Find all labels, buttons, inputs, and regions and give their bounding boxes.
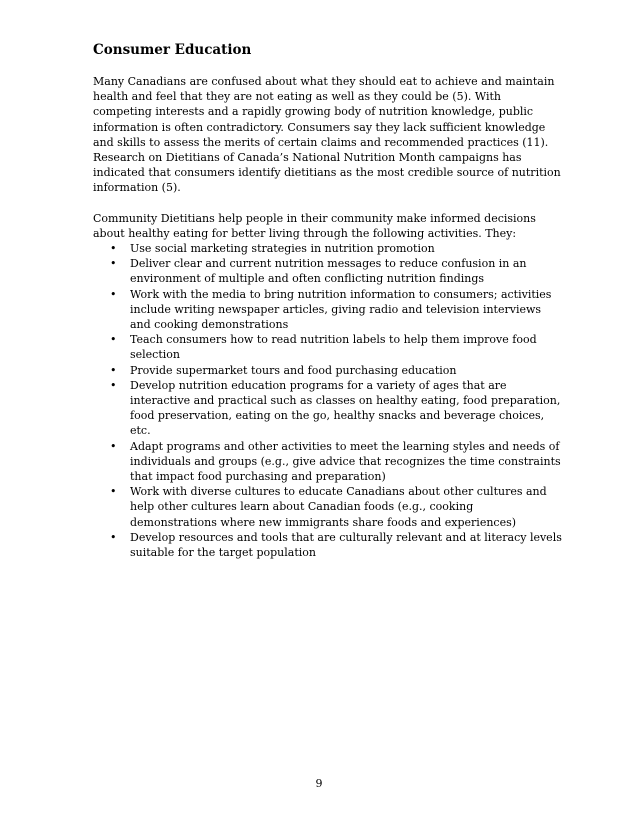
activities-intro-paragraph: Community Dietitians help people in their community make informed decisions about healthy eating for better living through the following activities. They: — [93, 211, 536, 240]
bullet-icon: • — [110, 485, 117, 499]
list-item — [93, 256, 563, 286]
bullet-icon: • — [110, 257, 117, 271]
list-item-text: Use social marketing strategies in nutrition promotion — [130, 242, 435, 256]
bullet-icon: • — [110, 378, 117, 392]
list-item-text: Provide supermarket tours and food purchasing education — [130, 363, 457, 377]
section-heading: Consumer Education — [93, 42, 252, 58]
bullet-icon: • — [110, 242, 117, 256]
list-item — [93, 439, 563, 485]
list-item — [93, 287, 563, 333]
list-item — [93, 378, 563, 439]
list-item-text: Develop resources and tools that are culturally relevant and at literacy levels suitable for the target population — [130, 530, 562, 560]
list-item-text: Teach consumers how to read nutrition labels to help them improve food selection — [130, 333, 537, 362]
list-item — [93, 530, 563, 560]
list-item — [93, 241, 563, 256]
list-item — [93, 363, 563, 378]
list-item-text: Adapt programs and other activities to meet the learning styles and needs of individuals and groups (e.g., give advice that recognizes the time constraints that impact food purchasing and preparation) — [130, 439, 561, 484]
list-item-text: Work with the media to bring nutrition information to consumers; activities include writing newspaper articles, giving radio and television interviews and cooking demonstrations — [130, 287, 552, 332]
list-item-text: Develop nutrition education programs for a variety of ages that are interactive and practical such as classes on healthy eating, food preparation, food preservation, eating on the go, healthy snacks and beverage choices, etc. — [130, 378, 561, 438]
bullet-icon: • — [110, 530, 117, 544]
bullet-icon: • — [110, 363, 117, 377]
intro-paragraph: Many Canadians are confused about what they should eat to achieve and maintain health and feel that they are not eating as well as they could be (5). With competing interests and a rapidly growing body of nutrition knowledge, public information is often contradictory. Consumers say they lack sufficient knowledge and skills to assess the merits of certain claims and recommended practices (11). Research on Dietitians of Canada’s National Nutrition Month campaigns has indicated that consumers identify dietitians as the most credible source of nutrition information (5). — [93, 75, 561, 195]
bullet-icon: • — [110, 333, 117, 347]
bullet-icon: • — [110, 439, 117, 453]
list-item — [93, 332, 563, 362]
list-item — [93, 484, 563, 530]
document-body — [93, 41, 563, 560]
list-item-text: Deliver clear and current nutrition messages to reduce confusion in an environment of multiple and often conflicting nutrition findings — [130, 257, 527, 286]
bullet-icon: • — [110, 287, 117, 301]
activities-list — [93, 241, 563, 560]
list-item-text: Work with diverse cultures to educate Canadians about other cultures and help other cultures learn about Canadian foods (e.g., cooking demonstrations where new immigrants share foods and experiences) — [130, 485, 547, 529]
page-number: 9 — [315, 777, 323, 790]
